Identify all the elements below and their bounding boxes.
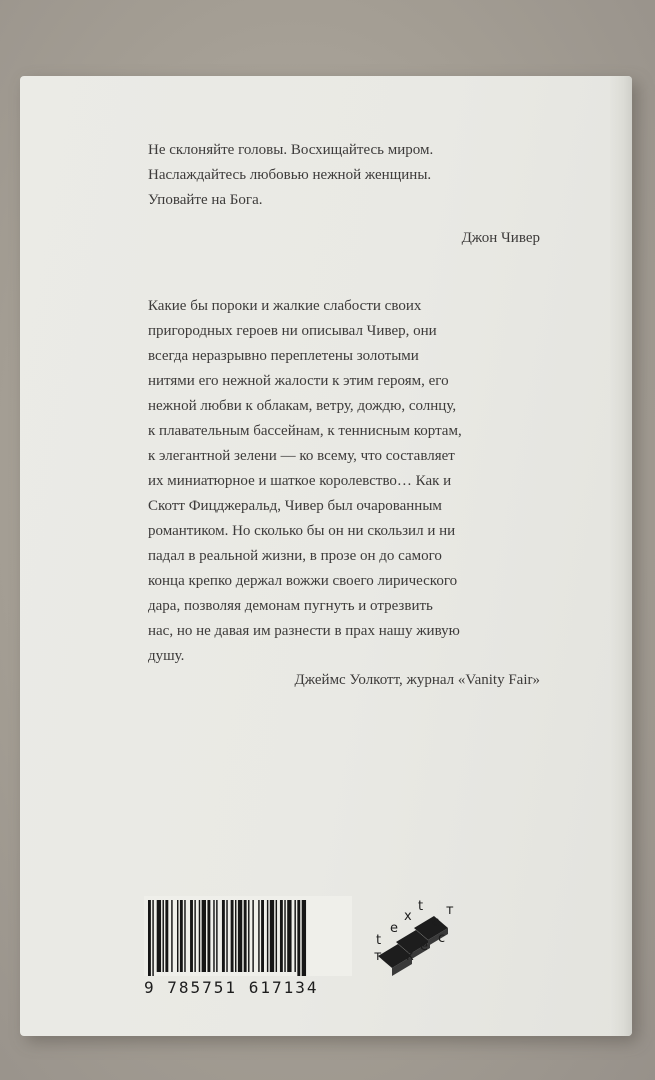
barcode-bar	[171, 900, 172, 972]
barcode-bar	[261, 900, 264, 972]
barcode-bar	[184, 900, 185, 972]
barcode-bar	[157, 900, 161, 972]
barcode-bar	[235, 900, 236, 972]
barcode-bar	[284, 900, 285, 972]
review-line: к элегантной зелени — ко всему, что составляет	[148, 448, 455, 464]
review-author: Джеймс Уолкотт, журнал «Vanity Fair»	[294, 672, 540, 688]
logo-letter: т	[446, 903, 454, 918]
review-line: нас, но не давая им разнести в прах нашу живую	[148, 623, 460, 639]
barcode-bar	[163, 900, 164, 972]
publisher-logo-icon	[368, 898, 458, 986]
barcode-bar	[194, 900, 195, 972]
barcode-bar	[190, 900, 193, 972]
epigraph-line: Уповайте на Бога.	[148, 192, 263, 208]
review-line: нежной любви к облакам, ветру, дождю, солнцу,	[148, 398, 457, 414]
barcode-bar	[287, 900, 291, 972]
review-line: падал в реальной жизни, в прозе он до самого	[148, 548, 442, 564]
review-line: романтиком. Но сколько бы он ни скользил и ни	[148, 523, 456, 539]
barcode-bar	[202, 900, 206, 972]
review-block	[148, 294, 540, 688]
book-spine-edge	[610, 76, 632, 1036]
review-line: Какие бы пороки и жалкие слабости своих	[148, 298, 422, 314]
review-line: дара, позволяя демонам пугнуть и отрезвить	[148, 598, 433, 614]
book-back-cover	[20, 76, 632, 1036]
barcode-bar	[294, 900, 295, 972]
logo-letter: x	[404, 909, 412, 924]
barcode-bar	[280, 900, 283, 972]
epigraph-author: Джон Чивер	[461, 230, 540, 246]
logo-letter: е	[420, 939, 428, 954]
barcode-bar	[244, 900, 247, 972]
barcode-bar	[270, 900, 274, 972]
barcode-bar	[177, 900, 178, 972]
review-line: всегда неразрывно переплетены золотыми	[148, 348, 419, 364]
barcode-bar	[213, 900, 214, 972]
logo-letter: т	[374, 949, 382, 964]
barcode-bar	[238, 900, 242, 972]
epigraph-line: Наслаждайтесь любовью нежной женщины.	[148, 167, 432, 183]
review-line: конца крепко держал вожжи своего лирического	[148, 573, 458, 589]
barcode-bar	[276, 900, 277, 972]
review-line: к плавательным бассейнам, к теннисным кортам,	[148, 423, 462, 439]
logo-letter: к	[406, 949, 414, 964]
barcode-bar	[199, 900, 200, 972]
barcode-bar	[302, 900, 306, 976]
logo-letter: e	[390, 921, 398, 936]
barcode-bar	[258, 900, 259, 972]
logo-letter: с	[438, 931, 446, 946]
review-line: нитями его нежной жалости к этим героям, его	[148, 373, 449, 389]
logo-letter: c	[432, 915, 440, 930]
review-line: душу.	[148, 648, 185, 664]
barcode-bar	[248, 900, 249, 972]
review-line: Скотт Фицджеральд, Чивер был очарованным	[148, 498, 442, 514]
epigraph-line: Не склоняйте головы. Восхищайтесь миром.	[148, 142, 434, 158]
barcode-bar	[231, 900, 234, 972]
barcode-bar	[165, 900, 168, 972]
barcode-bar	[148, 900, 151, 976]
barcode-bar	[216, 900, 217, 972]
barcode-bar	[267, 900, 268, 972]
review-line: их миниатюрное и шаткое королевство… Как и	[148, 473, 452, 489]
barcode-bar	[222, 900, 225, 972]
isbn-barcode	[144, 896, 352, 997]
logo-letter: t	[418, 899, 424, 914]
barcode-bar	[152, 900, 153, 976]
barcode-bar	[207, 900, 210, 972]
barcode-bar	[297, 900, 300, 976]
barcode-bars	[144, 896, 352, 976]
logo-letter: t	[376, 933, 382, 948]
barcode-bar	[252, 900, 253, 972]
isbn-number: 9 785751 617134	[144, 978, 319, 997]
epigraph-block	[148, 138, 540, 246]
barcode-bar	[226, 900, 227, 972]
barcode-bar	[180, 900, 183, 972]
review-line: пригородных героев ни описывал Чивер, они	[148, 323, 437, 339]
